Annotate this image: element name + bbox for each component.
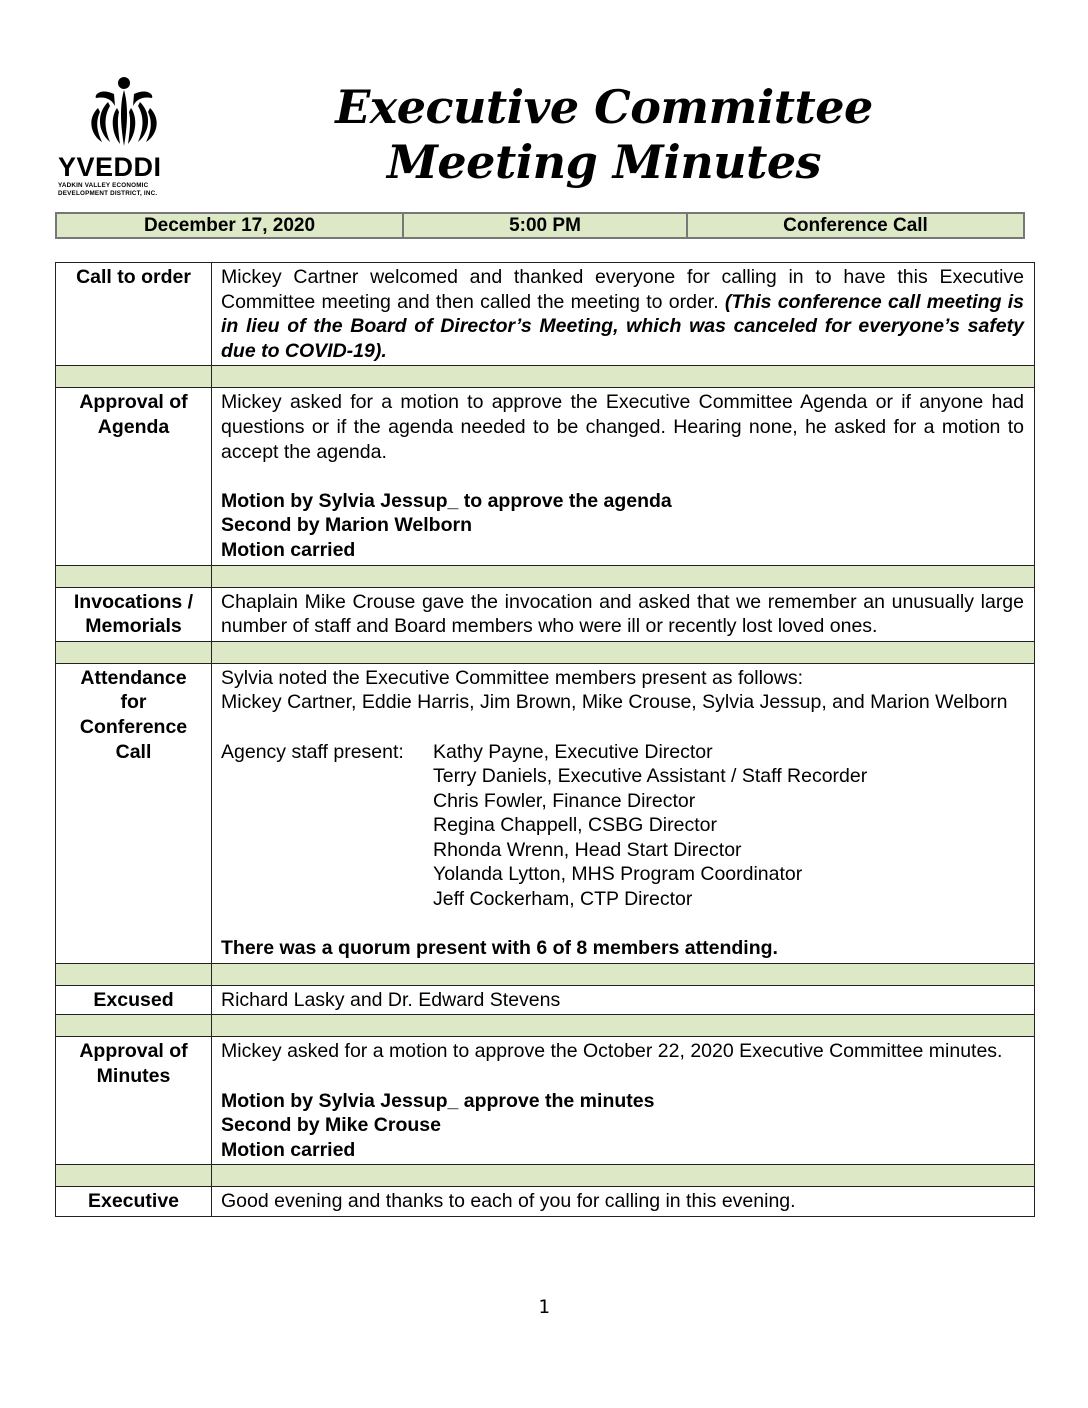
- minutes-motion: Motion by Sylvia Jessup_ approve the minutes: [221, 1089, 655, 1112]
- label-line: Attendance: [80, 666, 187, 689]
- title-line2: Meeting Minutes: [387, 135, 821, 189]
- staff-entry: Yolanda Lytton, MHS Program Coordinator: [433, 863, 803, 886]
- section-body: [212, 1037, 1035, 1165]
- separator-row: [56, 1015, 1035, 1037]
- label-line: Call: [115, 740, 152, 763]
- label-line: Approval of: [79, 391, 188, 414]
- separator-row: [56, 366, 1035, 388]
- section-label: [56, 587, 212, 641]
- label-line: Approval of: [79, 1040, 188, 1063]
- staff-entry: Rhonda Wrenn, Head Start Director: [433, 838, 742, 861]
- section-approval-agenda: [56, 388, 1035, 565]
- meeting-location: Conference Call: [687, 213, 1024, 238]
- agenda-second: Second by Marion Welborn: [221, 514, 472, 537]
- staff-list: [221, 740, 1024, 912]
- separator-row: [56, 1165, 1035, 1187]
- page-title: [300, 80, 908, 190]
- section-label: Excused: [56, 985, 212, 1015]
- section-attendance: [56, 663, 1035, 963]
- section-invocations: [56, 587, 1035, 641]
- agenda-motion: Motion by Sylvia Jessup_ to approve the agenda: [221, 489, 672, 512]
- separator-row: [56, 641, 1035, 663]
- label-line: Agenda: [97, 415, 170, 438]
- label-line: Conference: [79, 715, 188, 738]
- label-line: Minutes: [96, 1065, 171, 1088]
- people-leaves-icon: [84, 74, 164, 150]
- attendance-intro: Sylvia noted the Executive Committee members present as follows:: [221, 666, 804, 689]
- label-line: Invocations /: [73, 590, 194, 613]
- section-label: Executive: [56, 1187, 212, 1217]
- section-label: [56, 388, 212, 565]
- agenda-result: Motion carried: [221, 538, 356, 561]
- meeting-info-bar: [55, 212, 1025, 239]
- staff-entry: Jeff Cockerham, CTP Director: [433, 888, 693, 911]
- section-body: Good evening and thanks to each of you for calling in this evening.: [212, 1187, 1035, 1217]
- section-label: [56, 1037, 212, 1165]
- section-label: [56, 663, 212, 963]
- logo-subtitle: [58, 182, 208, 198]
- separator-row: [56, 963, 1035, 985]
- attendance-members: Mickey Cartner, Eddie Harris, Jim Brown, Mike Crouse, Sylvia Jessup, and Marion Welborn: [221, 691, 1008, 714]
- separator-row: [56, 565, 1035, 587]
- label-line: Memorials: [85, 615, 182, 638]
- staff-lead: Agency staff present:: [221, 740, 404, 763]
- meeting-time: 5:00 PM: [403, 213, 687, 238]
- section-body: [212, 263, 1035, 366]
- staff-entry: Chris Fowler, Finance Director: [433, 789, 696, 812]
- page-number: 1: [538, 1296, 550, 1318]
- section-body: Chaplain Mike Crouse gave the invocation and asked that we remember an unusually large number of staff and Board members who were ill or recently lost loved ones.: [212, 587, 1035, 641]
- section-body: [212, 388, 1035, 565]
- minutes-second: Second by Mike Crouse: [221, 1114, 441, 1137]
- covid-note: (This conference call meeting is in lieu of the Board of Director’s Meeting, which was canceled for everyone’s safety due to COVID-19).: [221, 290, 1025, 362]
- meeting-date: December 17, 2020: [56, 213, 403, 238]
- agenda-text: Mickey asked for a motion to approve the Executive Committee Agenda or if anyone had questions or if the agenda needed to be changed. Hearing none, he asked for a motion to accept the agenda.: [221, 391, 1024, 463]
- quorum-statement: There was a quorum present with 6 of 8 members attending.: [221, 937, 778, 960]
- logo-subtitle-line1: YADKIN VALLEY ECONOMIC: [58, 182, 149, 189]
- section-approval-minutes: [56, 1037, 1035, 1165]
- section-body: Richard Lasky and Dr. Edward Stevens: [212, 985, 1035, 1015]
- staff-entry: Kathy Payne, Executive Director: [433, 740, 713, 763]
- section-call-to-order: [56, 263, 1035, 366]
- staff-entry: Regina Chappell, CSBG Director: [433, 814, 717, 837]
- staff-entry: Terry Daniels, Executive Assistant / Staff Recorder: [433, 765, 868, 788]
- section-label: Call to order: [56, 263, 212, 366]
- logo-wordmark: YVEDDI: [58, 152, 162, 182]
- label-line: for: [120, 691, 147, 714]
- section-excused: [56, 985, 1035, 1015]
- logo-subtitle-line2: DEVELOPMENT DISTRICT, INC.: [58, 190, 158, 197]
- section-body: [212, 663, 1035, 963]
- yveddi-logo: [58, 74, 206, 202]
- title-line1: Executive Committee: [335, 80, 873, 134]
- call-to-order-text: Mickey Cartner welcomed and thanked everyone for calling in to have this Executive Committee meeting and then called the meeting to order.: [221, 266, 1024, 313]
- minutes-table: [55, 262, 1035, 1217]
- minutes-text: Mickey asked for a motion to approve the October 22, 2020 Executive Committee minutes.: [221, 1040, 1003, 1063]
- minutes-result: Motion carried: [221, 1138, 356, 1161]
- section-executive: [56, 1187, 1035, 1217]
